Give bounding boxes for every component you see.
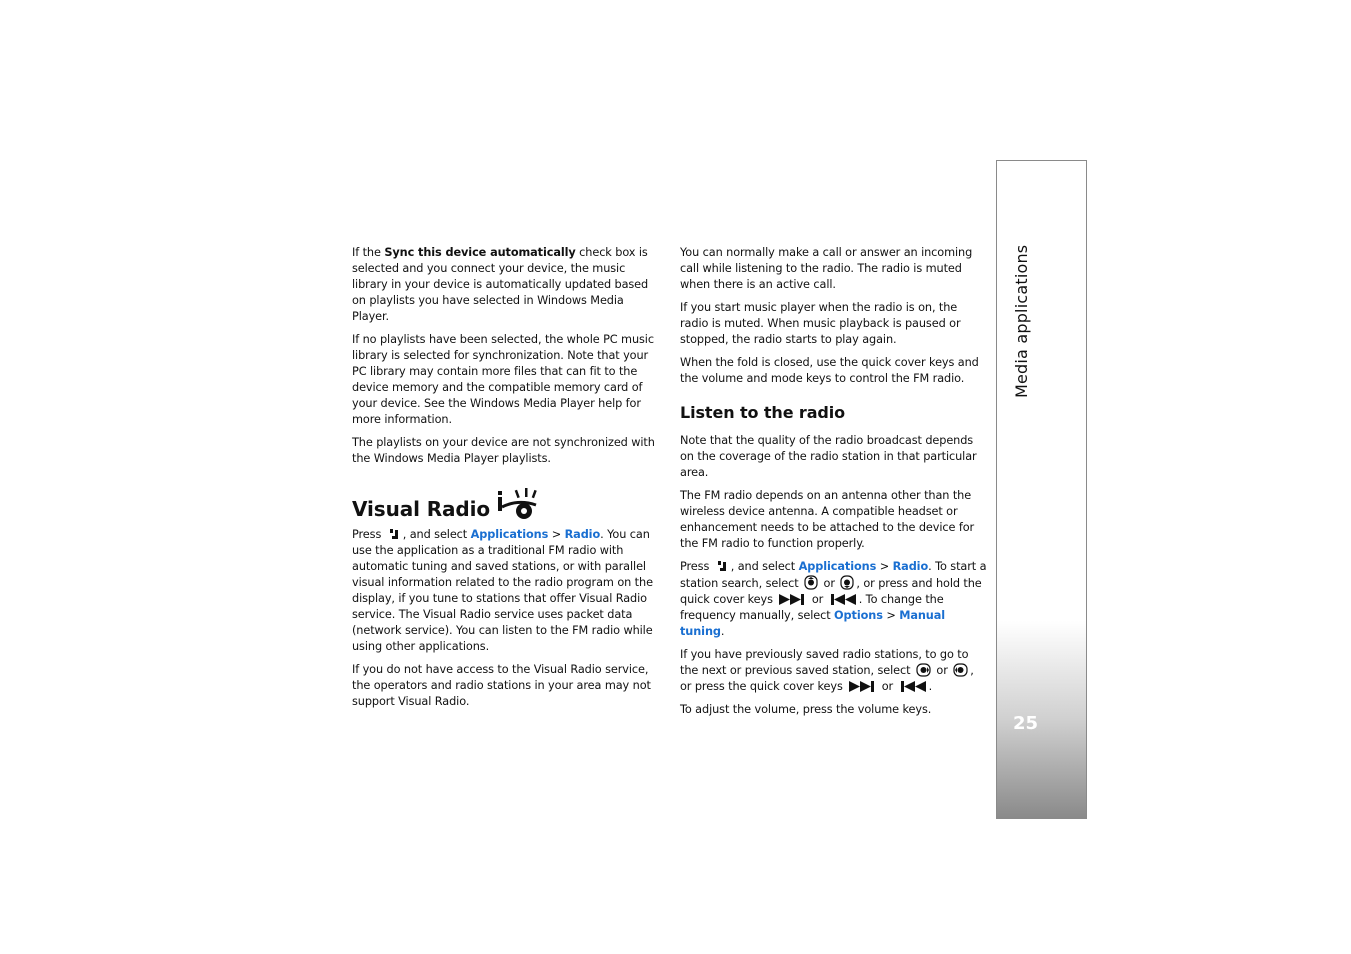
text: , and select xyxy=(730,560,799,573)
paragraph xyxy=(352,527,664,655)
text: . xyxy=(928,680,933,693)
paragraph xyxy=(352,245,664,325)
radio-link[interactable]: Radio xyxy=(892,560,929,573)
paragraph: If you start music player when the radio is on, the radio is muted. When music playback is paused or stopped, the radio starts to play again. xyxy=(680,301,961,346)
scroll-right-icon xyxy=(916,663,931,677)
menu-key-icon xyxy=(715,559,729,573)
text: or xyxy=(820,577,839,590)
paragraph: You can normally make a call or answer an incoming call while listening to the radio. The radio is muted when there is an active call. xyxy=(680,246,973,291)
text: , or press and hold the quick cover keys xyxy=(680,577,982,606)
text: . xyxy=(720,625,725,638)
paragraph: If no playlists have been selected, the whole PC music library is selected for synchronization. Note that your PC library may contain more files that can fit to the device memory and the compatible memory card of your device. See the Windows Media Player help for more information. xyxy=(352,333,654,426)
text: check box is selected and you connect your device, the music library in your device is automatically updated based on playlists you have selected in Windows Media Player. xyxy=(352,246,649,323)
text: If you have previously saved radio stations, to go to the next or previous saved station, select xyxy=(680,648,969,677)
scroll-down-icon xyxy=(840,575,854,590)
scroll-left-icon xyxy=(953,663,968,677)
text: or xyxy=(932,664,952,677)
text: > xyxy=(882,609,900,622)
right-column xyxy=(680,245,988,725)
text: > xyxy=(548,528,565,541)
setting-name: Sync this device automatically xyxy=(384,246,576,259)
rewind-icon xyxy=(899,680,927,693)
paragraph: Note that the quality of the radio broadcast depends on the coverage of the radio station in that particular area. xyxy=(680,434,977,479)
rewind-icon xyxy=(829,593,857,606)
section-label: Media applications xyxy=(1012,244,1031,398)
paragraph xyxy=(680,559,988,640)
section-tab xyxy=(996,160,1087,819)
text: > xyxy=(876,560,893,573)
radio-link[interactable]: Radio xyxy=(564,528,601,541)
text: . You can use the application as a traditional FM radio with automatic tuning and saved stations, or with parallel visual information related to the radio program on the display, if you tune to stations that offer Visual Radio service. The Visual Radio service uses packet data (network service). You can listen to the FM radio while using other applications. xyxy=(352,528,653,653)
page-number: 25 xyxy=(1013,713,1039,734)
text: , or press the quick cover keys xyxy=(680,664,974,693)
text: , and select xyxy=(402,528,471,541)
fast-forward-icon xyxy=(848,680,876,693)
visual-radio-icon xyxy=(496,487,542,521)
section-heading xyxy=(352,487,664,521)
applications-link[interactable]: Applications xyxy=(798,560,877,573)
heading-text: Visual Radio xyxy=(352,497,491,521)
left-column xyxy=(352,245,664,717)
text: If the xyxy=(352,246,385,259)
paragraph xyxy=(680,647,988,695)
fast-forward-icon xyxy=(778,593,806,606)
manual-tuning-link[interactable]: Manual tuning xyxy=(680,609,946,638)
menu-key-icon xyxy=(387,527,401,541)
paragraph: When the fold is closed, use the quick cover keys and the volume and mode keys to control the FM radio. xyxy=(680,356,979,385)
text: or xyxy=(808,593,827,606)
scroll-up-icon xyxy=(804,575,818,590)
subsection-heading: Listen to the radio xyxy=(680,403,846,422)
text: Press xyxy=(352,528,385,541)
text: or xyxy=(878,680,897,693)
paragraph: To adjust the volume, press the volume keys. xyxy=(680,703,932,716)
text: . To start a station search, select xyxy=(680,560,987,590)
text: . To change the frequency manually, select xyxy=(680,593,944,622)
paragraph: The FM radio depends on an antenna other than the wireless device antenna. A compatible headset or enhancement needs to be attached to the device for the FM radio to function properly. xyxy=(680,489,975,550)
applications-link[interactable]: Applications xyxy=(470,528,549,541)
paragraph: The playlists on your device are not synchronized with the Windows Media Player playlists. xyxy=(352,436,655,465)
options-link[interactable]: Options xyxy=(834,609,883,622)
text: Press xyxy=(680,560,713,573)
paragraph: If you do not have access to the Visual Radio service, the operators and radio stations in your area may not support Visual Radio. xyxy=(352,663,651,708)
